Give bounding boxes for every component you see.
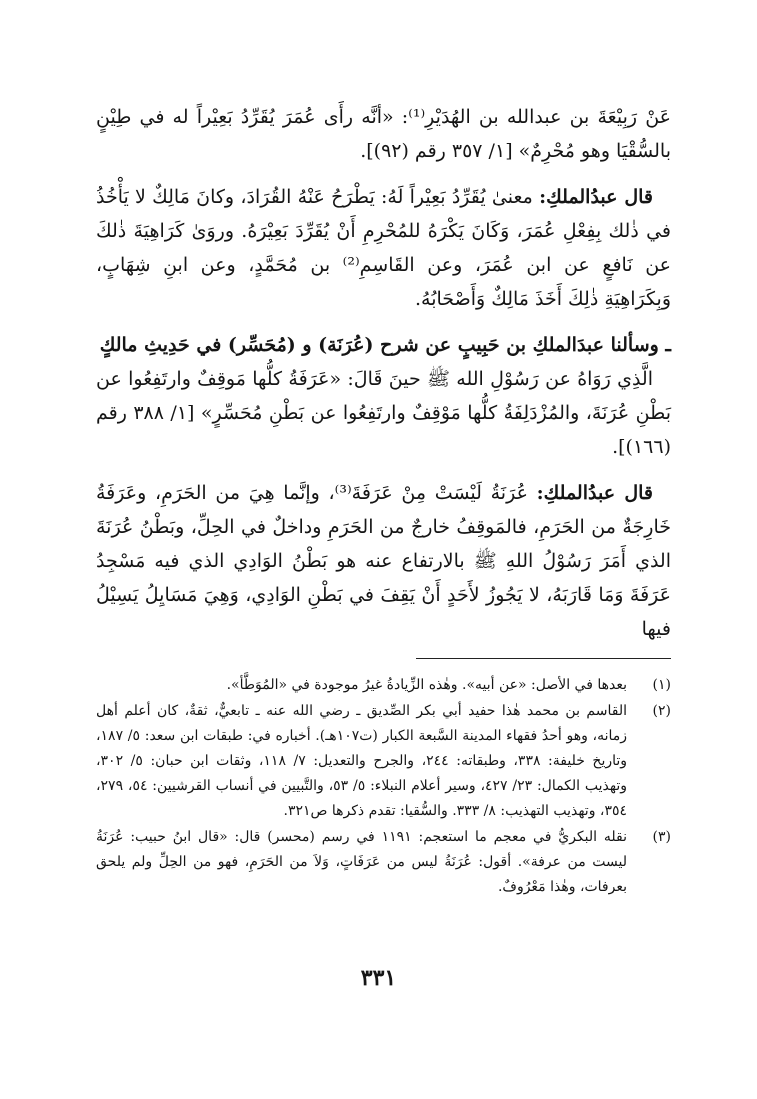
footnote-text: القاسم بن محمد هٰذا حفيد أبي بكر الصِّديق ـ رضي الله عنه ـ تابعيٌّ، ثقةٌ، كان أعلم أهل زمانه، وهو أحدُ فقهاء المدينة السَّبعة الكبار (ت١٠٧هـ). أخباره في: طبقات ابن سعد: ٥/ ١٨٧، وتاريخ خليفة: ٣٣٨، وطبقاته: ٢٤٤، والجرح والتعديل: ٧/ ١١٨، وثقات ابن حبان: ٥/ ٣٠٢، وتهذيب الكمال: ٢٣/ ٤٢٧، وسير أعلام النبلاء: ٥/ ٥٣، والتَّبيين في أنساب القرشيين: ٥٤، ٢٧٩، ٣٥٤، وتهذيب التهذيب: ٨/ ٣٣٣. والسُّقيا: تقدم ذكرها ص٣٢١. [96, 703, 628, 819]
speaker-label: قال عبدُالملكِ: [536, 482, 653, 504]
paragraph-hadith-arafa: الَّذِي رَوَاهُ عن رَسُوْلِ الله ﷺ حينَ قَالَ: «عَرَفَةُ كلُّها مَوقِفٌ وارتَفِعُوا عن بَطْنِ عُرَنَةَ، والمُزْدَلِفَةُ كلُّها مَوْقِفٌ وارتَفِعُوا عن بَطْنِ مُحَسِّرٍ» [١/ ٣٨٨ رقم (١٦٦)]. [96, 368, 671, 458]
page-body [96, 100, 671, 901]
section-heading-urana-muhassir: ـ وسألنا عبدَالملكِ بن حَبِيبٍ عن شرح (عُرَنَة) و (مُحَسِّر) في حَدِيثِ مالكٍ [99, 334, 671, 356]
footnote-text: نقله البكريُّ في معجم ما استعجم: ١١٩١ في رسم (محسر) قال: «قال ابنُ حبيب: عُرَنَةُ ليست من عرفة». أقول: عُرَنَةُ ليس من عَرَفَاتٍ، وَلاَ من الحَرَمِ، فهو من الحِلِّ ولم يلحق بعرفات، وهٰذا مَعْرُوفٌ. [96, 829, 627, 895]
footnote [96, 673, 671, 698]
main-text [96, 100, 671, 646]
page-number: ٣٣١ [360, 965, 397, 991]
footnote-number: (١) [652, 677, 671, 693]
footnote-number: (٢) [652, 703, 671, 719]
footnote-number: (٣) [652, 829, 671, 845]
footnote [96, 699, 671, 824]
paragraph-abdulmalik-commentary-1 [96, 180, 671, 316]
commentary-text: معنىٰ يُقَرِّدُ بَعِيْراً لَهُ: يَطْرَحُ عَنْهُ القُرَادَ، وكانَ مَالِكٌ لا يَأْخُذُ في ذٰلك بِفِعْلِ عُمَرَ، وَكَانَ يَكْرَهُ للمُحْرِمِ أَنْ يُقَرِّدَ بَعِيْرَهُ. وروَىٰ كَرَاهِيَةَ ذٰلكَ عن نَافعٍ عن ابن عُمَرَ، وعن القَاسِمِ⁽²⁾ بن مُحَمَّدٍ، وعن ابنِ شِهَابٍ، وَبِكَرَاهِيَةِ ذٰلِكَ أَخَذَ مَالِكٌ وَأَصْحَابُهُ. [96, 186, 671, 310]
paragraph-rabia-narration: عَنْ رَبِيْعَةَ بن عبدالله بن الهُدَيْرِ⁽¹⁾: «أنَّه رأَى عُمَرَ يُقَرِّدُ بَعِيْراً له في طِيْنٍ بالسُّقْيَا وهو مُحْرِمٌ» [١/ ٣٥٧ رقم (٩٢)]. [96, 106, 672, 162]
footnote-text: بعدها في الأصل: «عن أبيه». وهٰذه الزِّيادةُ غيرُ موجودة في «المُوَطَّأ». [226, 677, 627, 693]
paragraph-abdulmalik-commentary-2 [96, 476, 671, 646]
footnotes [96, 673, 671, 900]
footnote-separator [416, 658, 671, 659]
commentary-text: عُرَنَةُ لَيْسَتْ مِنْ عَرَفَةَ⁽³⁾، وإنَّما هِيَ من الحَرَمِ، وعَرَفَةُ خَارِجَةٌ من الحَرَمِ، فالمَوقِفُ خارجٌ من الحَرَمِ وداخلٌ في الحِلِّ، وبَطْنُ عُرَنَةَ الذي أَمَرَ رَسُوْلُ اللهِ ﷺ بالارتفاع عنه هو بَطْنُ الوَادِي الذي فيه مَسْجِدُ عَرَفَةَ وَمَا قَارَبَهُ، لا يَجُوزُ لأَحَدٍ أَنْ يَقِفَ في بَطْنِ الوَادِي، وَهِيَ مَسَايِلُ يَسِيْلُ فيها [96, 482, 671, 640]
speaker-label: قال عبدُالملكِ: [539, 186, 654, 208]
footnote [96, 825, 671, 900]
